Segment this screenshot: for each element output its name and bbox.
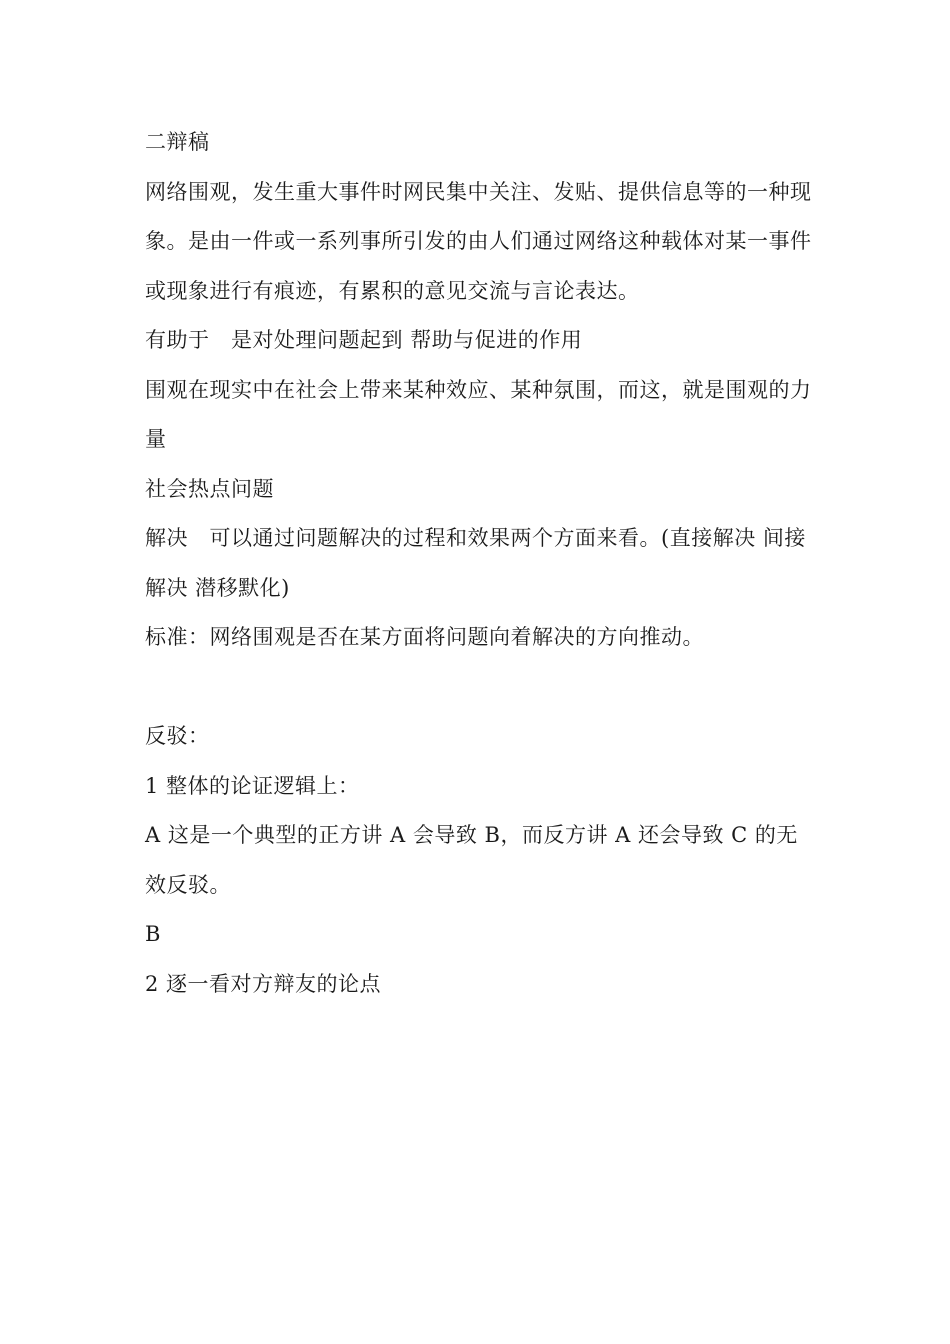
paragraph-point-1: 1 整体的论证逻辑上： bbox=[145, 773, 360, 798]
paragraph-onlooker-power: 围观在现实中在社会上带来某种效应、某种氛围，而这，就是围观的力量 bbox=[145, 377, 812, 451]
paragraph-standard: 标准：网络围观是否在某方面将问题向着解决的方向推动。 bbox=[145, 625, 704, 649]
paragraph-point-1b: B bbox=[145, 922, 161, 946]
paragraph-point-1a: A 这是一个典型的正方讲 A 会导致 B，而反方讲 A 还会导致 C 的无效反驳。 bbox=[145, 823, 798, 897]
paragraph-rebuttal-heading: 反驳： bbox=[145, 724, 210, 748]
paragraph-hot-issues: 社会热点问题 bbox=[145, 476, 274, 501]
paragraph-point-2: 2 逐一看对方辩友的论点 bbox=[145, 971, 382, 996]
document-body bbox=[145, 118, 815, 1009]
blank-line bbox=[145, 663, 815, 713]
paragraph-helpful: 有助于 是对处理问题起到 帮助与促进的作用 bbox=[145, 328, 583, 352]
paragraph-definition: 网络围观，发生重大事件时网民集中关注、发贴、提供信息等的一种现象。是由一件或一系列事所引发的由人们通过网络这种载体对某一事件或现象进行有痕迹，有累积的意见交流与言论表达。 bbox=[145, 179, 812, 303]
paragraph-solution: 解决 可以通过问题解决的过程和效果两个方面来看。(直接解决 间接解决 潜移默化) bbox=[145, 526, 806, 600]
document-title: 二辩稿 bbox=[145, 130, 210, 154]
